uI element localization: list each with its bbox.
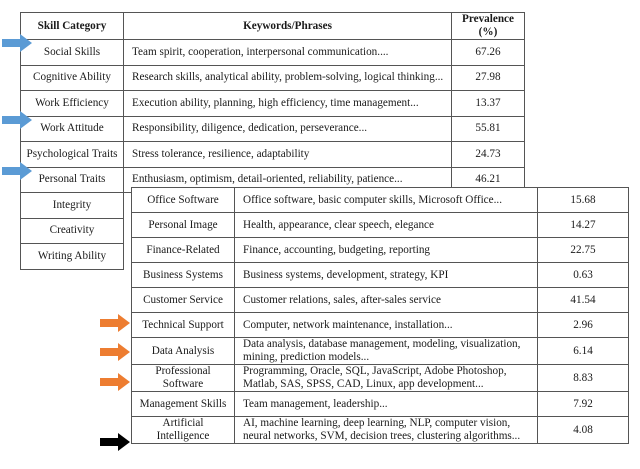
category-cell: Technical Support [132,313,235,338]
skills-table-secondary [131,187,629,444]
keywords-cell: Team spirit, cooperation, interpersonal communication.... [124,40,452,66]
keywords-cell: Health, appearance, clear speech, elegance [235,213,538,238]
table-row [132,392,629,417]
keywords-cell: AI, machine learning, deep learning, NLP, computer vision, neural networks, SVM, decision trees, clustering algorithms... [235,417,538,444]
table-row [132,338,629,365]
table-row [132,213,629,238]
category-cell: Business Systems [132,263,235,288]
arrow-shape [2,162,32,180]
category-cell: Customer Service [132,288,235,313]
keywords-cell: Stress tolerance, resilience, adaptability [124,142,452,168]
header-prevalence: Prevalence (%) [452,13,525,40]
category-cell: Creativity [21,218,124,244]
orange-arrow-icon [100,373,130,391]
prevalence-cell: 7.92 [538,392,629,417]
prevalence-cell: 15.68 [538,188,629,213]
table-row [21,65,525,91]
table-header-row [21,13,525,40]
table-row [132,238,629,263]
category-cell: Social Skills [21,40,124,66]
blue-arrow-icon [2,111,32,129]
keywords-cell: Enthusiasm, optimism, detail-oriented, reliability, patience... [124,167,452,193]
arrow-shape [100,433,130,451]
category-cell: Data Analysis [132,338,235,365]
category-cell: Psychological Traits [21,142,124,168]
table-row [21,142,525,168]
prevalence-cell: 55.81 [452,116,525,142]
category-cell: Cognitive Ability [21,65,124,91]
arrow-shape [100,314,130,332]
table-row [21,116,525,142]
table-row [132,263,629,288]
header-skill-category: Skill Category [21,13,124,40]
prevalence-cell: 22.75 [538,238,629,263]
prevalence-cell: 14.27 [538,213,629,238]
prevalence-cell: 13.37 [452,91,525,117]
category-cell: Finance-Related [132,238,235,263]
prevalence-cell: 0.63 [538,263,629,288]
prevalence-cell: 8.83 [538,365,629,392]
keywords-cell: Programming, Oracle, SQL, JavaScript, Adobe Photoshop, Matlab, SAS, SPSS, CAD, Linux, app development... [235,365,538,392]
table-row [132,365,629,392]
prevalence-cell: 27.98 [452,65,525,91]
prevalence-cell: 6.14 [538,338,629,365]
keywords-cell: Customer relations, sales, after-sales service [235,288,538,313]
prevalence-cell: 4.08 [538,417,629,444]
arrow-shape [2,34,32,52]
category-cell: Office Software [132,188,235,213]
table-row [132,288,629,313]
category-cell: Integrity [21,193,124,219]
keywords-cell: Computer, network maintenance, installation... [235,313,538,338]
arrow-shape [100,373,130,391]
table-row [21,40,525,66]
category-cell: Work Attitude [21,116,124,142]
category-cell: Professional Software [132,365,235,392]
category-cell: Personal Traits [21,167,124,193]
orange-arrow-icon [100,314,130,332]
prevalence-cell: 67.26 [452,40,525,66]
keywords-cell: Responsibility, diligence, dedication, perseverance... [124,116,452,142]
table-row [132,417,629,444]
table-row [132,313,629,338]
prevalence-cell: 2.96 [538,313,629,338]
table-row [21,91,525,117]
prevalence-cell: 41.54 [538,288,629,313]
category-cell: Management Skills [132,392,235,417]
header-keywords: Keywords/Phrases [124,13,452,40]
blue-arrow-icon [2,34,32,52]
prevalence-cell: 24.73 [452,142,525,168]
arrow-shape [2,111,32,129]
keywords-cell: Finance, accounting, budgeting, reporting [235,238,538,263]
keywords-cell: Office software, basic computer skills, Microsoft Office... [235,188,538,213]
keywords-cell: Research skills, analytical ability, problem-solving, logical thinking... [124,65,452,91]
arrow-shape [100,343,130,361]
keywords-cell: Team management, leadership... [235,392,538,417]
table-row [132,188,629,213]
keywords-cell: Business systems, development, strategy, KPI [235,263,538,288]
keywords-cell: Data analysis, database management, modeling, visualization, mining, prediction models... [235,338,538,365]
keywords-cell: Execution ability, planning, high efficiency, time management... [124,91,452,117]
category-cell: Artificial Intelligence [132,417,235,444]
category-cell: Personal Image [132,213,235,238]
prevalence-cell: 46.21 [452,167,525,193]
category-cell: Work Efficiency [21,91,124,117]
black-arrow-icon [100,433,130,451]
orange-arrow-icon [100,343,130,361]
category-cell: Writing Ability [21,244,124,270]
blue-arrow-icon [2,162,32,180]
